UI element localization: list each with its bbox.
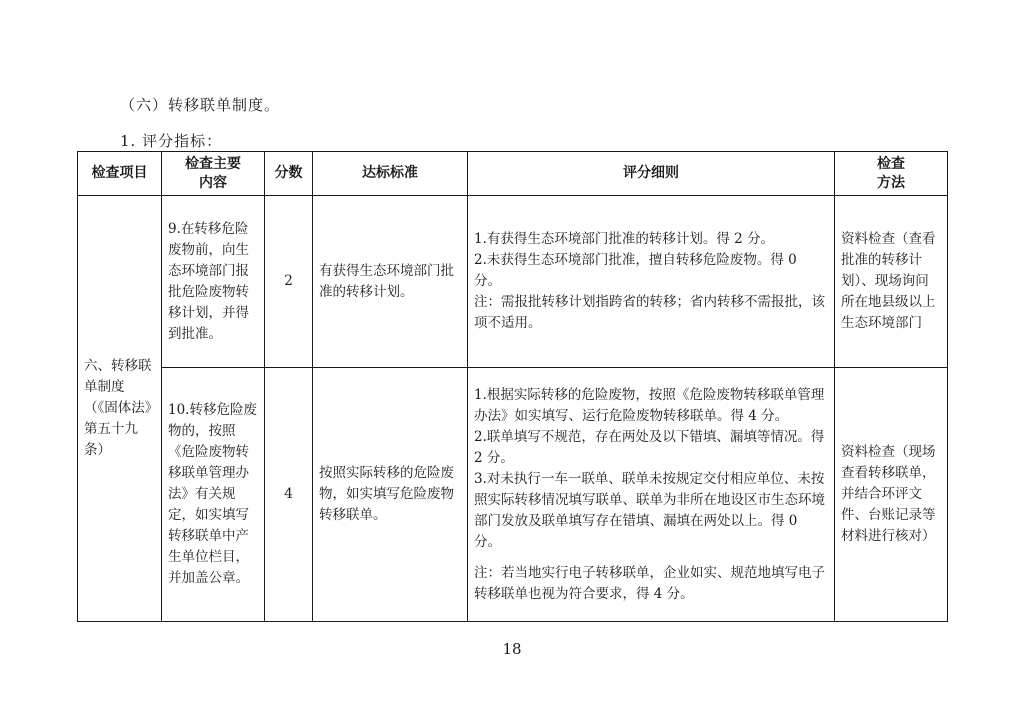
table-header-row: [78, 152, 948, 196]
header-main-content: 检查主要 内容: [162, 152, 265, 196]
detail-note: 注：若当地实行电子转移联单，企业如实、规范地填写电子转移联单也视为符合要求，得 4 分。: [474, 564, 825, 602]
details-cell: [468, 368, 835, 622]
scoring-table: [77, 151, 948, 622]
page-number: 18: [502, 640, 522, 658]
section-heading: （六）转移联单制度。: [120, 96, 281, 114]
method-cell: 资料检查（现场查看转移联单，并结合环评文件、台账记录等材料进行核对）: [835, 368, 948, 622]
header-score: 分数: [265, 152, 313, 196]
detail-item: 2.联单填写不规范，存在两处及以下错填、漏填等情况。得 2 分。: [474, 428, 825, 466]
standard-cell: 按照实际转移的危险废物，如实填写危险废物转移联单。: [313, 368, 468, 622]
detail-item: 1.有获得生态环境部门批准的转移计划。得 2 分。: [474, 231, 775, 247]
detail-item: 2.未获得生态环境部门批准，擅自转移危险废物。得 0 分。: [474, 252, 797, 289]
detail-note: 注：需报批转移计划指跨省的转移；省内转移不需报批，该项不适用。: [474, 294, 825, 331]
standard-cell: 有获得生态环境部门批准的转移计划。: [313, 196, 468, 368]
detail-item: 3.对未执行一车一联单、联单未按规定交付相应单位、未按照实际转移情况填写联单、联单为非所在地设区市生态环境部门发放及联单填写存在错填、漏填在两处以上。得 0 分。: [474, 470, 825, 550]
main-content-cell: 9.在转移危险废物前，向生态环境部门报批危险废物转移计划，并得到批准。: [162, 196, 265, 368]
header-check-item: 检查项目: [78, 152, 162, 196]
details-cell: [468, 196, 835, 368]
detail-item: 1.根据实际转移的危险废物，按照《危险废物转移联单管理办法》如实填写、运行危险废物转移联单。得 4 分。: [474, 386, 825, 424]
score-cell: 2: [265, 196, 313, 368]
spacer: [474, 553, 828, 563]
header-scoring-details: 评分细则: [468, 152, 835, 196]
header-standard: 达标标准: [313, 152, 468, 196]
check-project-cell: 六、转移联单制度（《固体法》第五十九条）: [78, 196, 162, 622]
header-method: 检查 方法: [835, 152, 948, 196]
main-content-cell: 10.转移危险废物的，按照《危险废物转移联单管理办法》有关规定，如实填写转移联单中产生单位栏目，并加盖公章。: [162, 368, 265, 622]
score-cell: 4: [265, 368, 313, 622]
subsection-heading: 1. 评分指标：: [120, 132, 223, 150]
table-row: [78, 196, 948, 368]
method-cell: 资料检查（查看批准的转移计划）、现场询问所在地县级以上生态环境部门: [835, 196, 948, 368]
table-row: [78, 368, 948, 622]
